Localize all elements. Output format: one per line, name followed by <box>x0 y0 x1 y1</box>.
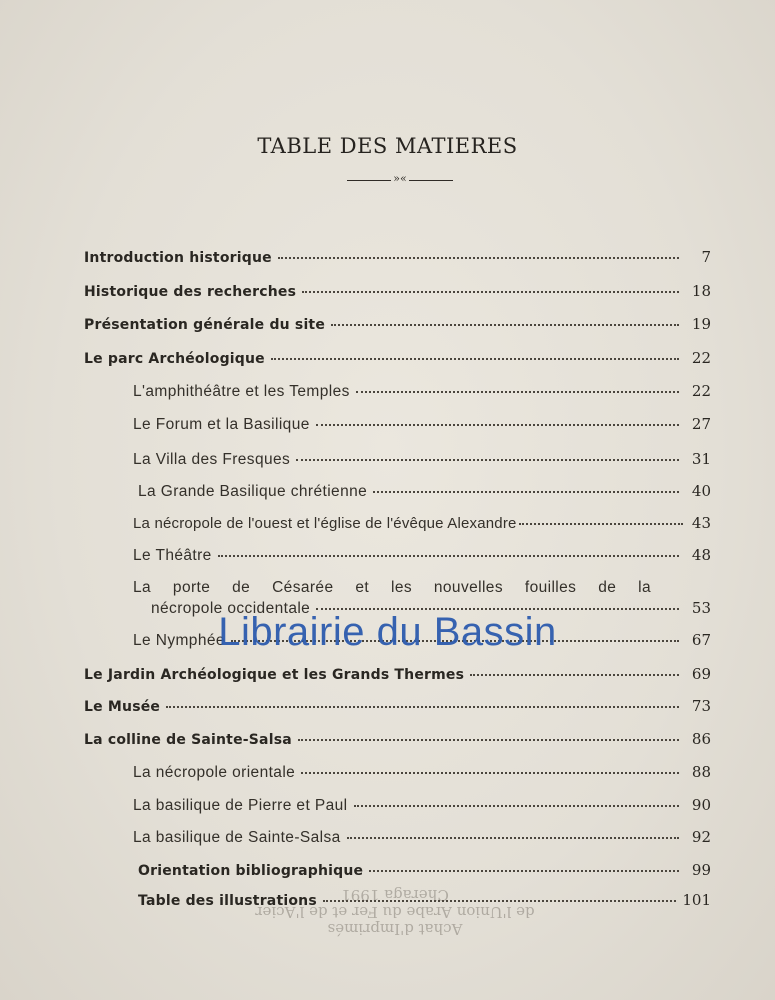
toc-page-number: 7 <box>701 248 711 266</box>
toc-entry-label: La porte de Césarée et les nouvelles fouilles de la <box>133 579 651 596</box>
toc-entry-label: Le Théâtre <box>133 547 212 564</box>
toc-page-number: 40 <box>691 482 711 500</box>
toc-entry-musee <box>84 697 711 721</box>
toc-entry-amphitheatre <box>133 382 711 406</box>
stamp-line: Cheraga 1991 <box>341 886 449 904</box>
toc-page-number: 101 <box>682 891 711 909</box>
dot-leader <box>369 870 679 872</box>
ornament-line-right <box>409 180 453 181</box>
dot-leader <box>278 257 679 259</box>
show-through-stamp <box>230 886 560 937</box>
toc-entry-label: La Grande Basilique chrétienne <box>138 483 368 500</box>
dot-leader <box>271 358 679 360</box>
toc-page-number: 18 <box>691 282 711 300</box>
toc-page-number: 48 <box>691 546 711 564</box>
dot-leader <box>302 291 679 293</box>
dot-leader <box>331 324 679 326</box>
toc-page-number: 43 <box>691 514 711 532</box>
toc-entry-colline <box>84 730 711 754</box>
dot-leader <box>519 523 683 525</box>
toc-entry-label: Le Forum et la Basilique <box>133 416 310 433</box>
toc-entry-label: La Villa des Fresques <box>133 451 291 468</box>
toc-entry-label: La nécropole orientale <box>133 764 296 781</box>
dot-leader <box>354 805 680 807</box>
toc-entry-grande-basilique <box>138 482 711 506</box>
dot-leader <box>296 459 679 461</box>
seller-watermark: Librairie du Bassin <box>218 610 557 654</box>
toc-entry-theatre <box>133 546 711 570</box>
dot-leader <box>373 491 679 493</box>
toc-page-number: 67 <box>691 631 711 649</box>
dot-leader <box>347 837 679 839</box>
toc-page-number: 69 <box>691 665 711 683</box>
toc-entry-label-continued: nécropole occidentale <box>151 600 311 617</box>
dot-leader <box>301 772 679 774</box>
toc-entry-necropole-ouest <box>133 514 711 538</box>
toc-entry-label: L'amphithéâtre et les Temples <box>133 383 350 400</box>
toc-entry-label: Orientation bibliographique <box>138 863 364 879</box>
dot-leader <box>470 674 679 676</box>
toc-entry-forum <box>133 415 711 439</box>
toc-page-number: 86 <box>691 730 711 748</box>
toc-entry-bibliographie <box>138 861 711 885</box>
toc-entry-label: La basilique de Pierre et Paul <box>133 797 348 814</box>
toc-page-number: 31 <box>691 450 711 468</box>
toc-page-number: 88 <box>691 763 711 781</box>
toc-entry-presentation <box>84 315 711 339</box>
toc-entry-villa <box>133 450 711 474</box>
toc-page-number: 19 <box>691 315 711 333</box>
toc-entry-necropole-orientale <box>133 763 711 787</box>
toc-entry-label: Le Musée <box>84 699 161 715</box>
toc-entry-label: Le parc Archéologique <box>84 351 265 367</box>
page-title: TABLE DES MATIERES <box>257 134 518 158</box>
dot-leader <box>356 391 679 393</box>
dot-leader <box>316 424 679 426</box>
toc-page-number: 99 <box>691 861 711 879</box>
toc-page-number: 90 <box>691 796 711 814</box>
toc-entry-label: Table des illustrations <box>138 893 317 909</box>
ornament-line-left <box>347 180 391 181</box>
dot-leader <box>298 739 679 741</box>
toc-entry-parc <box>84 349 711 373</box>
toc-page-number: 22 <box>691 382 711 400</box>
toc-page-number: 53 <box>691 599 711 617</box>
stamp-line: Achat d'Imprimés <box>327 920 463 938</box>
dot-leader <box>218 555 679 557</box>
toc-entry-label: Présentation générale du site <box>84 317 326 333</box>
toc-page-number: 73 <box>691 697 711 715</box>
toc-page-number: 92 <box>691 828 711 846</box>
toc-entry-label: Introduction historique <box>84 250 272 266</box>
toc-entry-label: La basilique de Sainte-Salsa <box>133 829 341 846</box>
toc-entry-label: Le Jardin Archéologique et les Grands Thermes <box>84 667 465 683</box>
title-ornament <box>347 174 453 188</box>
toc-entry-sainte-salsa <box>133 828 711 852</box>
toc-page-number: 27 <box>691 415 711 433</box>
toc-entry-introduction <box>84 248 711 272</box>
stamp-line: de l'Union Arabe du Fer et de l'Acier <box>255 903 535 921</box>
toc-entry-label: La colline de Sainte-Salsa <box>84 732 292 748</box>
toc-entry-historique <box>84 282 711 306</box>
toc-entry-label: Historique des recherches <box>84 284 297 300</box>
toc-entry-label: La nécropole de l'ouest et l'église de l'évêque Alexandre <box>133 515 517 532</box>
toc-page-number: 22 <box>691 349 711 367</box>
dot-leader <box>166 706 679 708</box>
toc-entry-label: Le Nymphée <box>133 632 225 649</box>
ornament-glyph: »« <box>393 172 407 185</box>
toc-entry-jardin <box>84 665 711 689</box>
toc-entry-pierre-paul <box>133 796 711 820</box>
